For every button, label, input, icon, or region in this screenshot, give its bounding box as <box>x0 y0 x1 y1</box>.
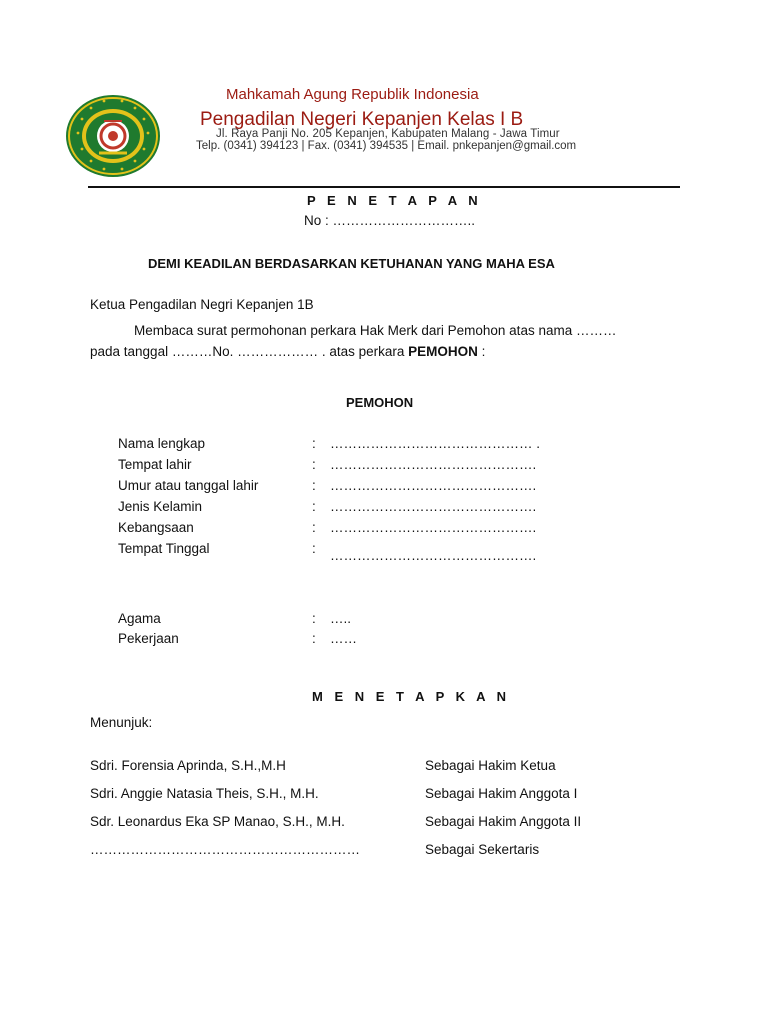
field-colon-kebangsaan: : <box>312 520 316 535</box>
appointee-role: Sebagai Hakim Anggota I <box>425 786 578 801</box>
intro-line: Ketua Pengadilan Negri Kepanjen 1B <box>90 297 314 312</box>
menunjuk-label: Menunjuk: <box>90 715 153 730</box>
field-value-tempat-lahir: ………………………………………. <box>330 457 537 472</box>
court-contact: Telp. (0341) 394123 | Fax. (0341) 394535 | Email. pnkepanjen@gmail.com <box>196 140 577 152</box>
field-value-umur: ………………………………………. <box>330 478 537 493</box>
paragraph-line-1: Membaca surat permohonan perkara Hak Merk dari Pemohon atas nama ……… <box>134 323 617 338</box>
appointee-role: Sebagai Hakim Anggota II <box>425 814 582 829</box>
field-colon-jenis-kelamin: : <box>312 499 316 514</box>
field-label-tempat-tinggal: Tempat Tinggal <box>118 541 210 556</box>
court-seal-logo <box>64 93 162 179</box>
field-colon-tempat-lahir: : <box>312 457 316 472</box>
field-label-nama: Nama lengkap <box>118 436 206 451</box>
field-colon-pekerjaan: : <box>312 631 316 646</box>
court-name: Pengadilan Negeri Kepanjen Kelas I B <box>200 109 524 130</box>
field-label-umur: Umur atau tanggal lahir <box>118 478 259 493</box>
appointee-name: Sdr. Leonardus Eka SP Manao, S.H., M.H. <box>90 814 345 829</box>
section-menetapkan: M E N E T A P K A N <box>312 689 511 704</box>
document-number: No : ………………………….. <box>304 213 476 228</box>
field-label-kebangsaan: Kebangsaan <box>118 520 194 535</box>
paragraph-line-2-text: pada tanggal ………No. ……………… . atas perkara <box>90 344 409 359</box>
paragraph-line-2-colon: : <box>477 344 486 359</box>
appointee-role: Sebagai Sekertaris <box>425 842 540 857</box>
field-label-agama: Agama <box>118 611 161 626</box>
court-address: Jl. Raya Panji No. 205 Kepanjen, Kabupaten Malang - Jawa Timur <box>216 128 560 140</box>
appointee-name: Sdri. Anggie Natasia Theis, S.H., M.H. <box>90 786 319 801</box>
field-value-jenis-kelamin: ………………………………………. <box>330 499 537 514</box>
field-value-nama: ……………………………………… . <box>330 436 541 451</box>
section-pemohon: PEMOHON <box>346 395 414 410</box>
preamble: DEMI KEADILAN BERDASARKAN KETUHANAN YANG MAHA ESA <box>148 256 555 271</box>
field-label-pekerjaan: Pekerjaan <box>118 631 179 646</box>
appointee-role: Sebagai Hakim Ketua <box>425 758 556 773</box>
field-value-pekerjaan: …… <box>330 631 357 646</box>
paragraph-pemohon-bold: PEMOHON <box>408 344 478 359</box>
field-label-jenis-kelamin: Jenis Kelamin <box>118 499 203 514</box>
field-colon-umur: : <box>312 478 316 493</box>
supreme-court-name: Mahkamah Agung Republik Indonesia <box>226 86 479 103</box>
field-colon-nama: : <box>312 436 316 451</box>
document-title: P E N E T A P A N <box>307 193 482 208</box>
field-colon-tempat-tinggal: : <box>312 541 316 556</box>
field-label-tempat-lahir: Tempat lahir <box>118 457 192 472</box>
header-divider <box>88 186 680 188</box>
field-value-kebangsaan: ………………………………………. <box>330 520 537 535</box>
field-value-tempat-tinggal: ………………………………………. <box>330 548 537 563</box>
paragraph-line-2 <box>90 344 485 359</box>
appointee-name: Sdri. Forensia Aprinda, S.H.,M.H <box>90 758 286 773</box>
field-colon-agama: : <box>312 611 316 626</box>
field-value-agama: ….. <box>330 611 352 626</box>
appointee-name: …………………………………………………… <box>90 842 360 857</box>
